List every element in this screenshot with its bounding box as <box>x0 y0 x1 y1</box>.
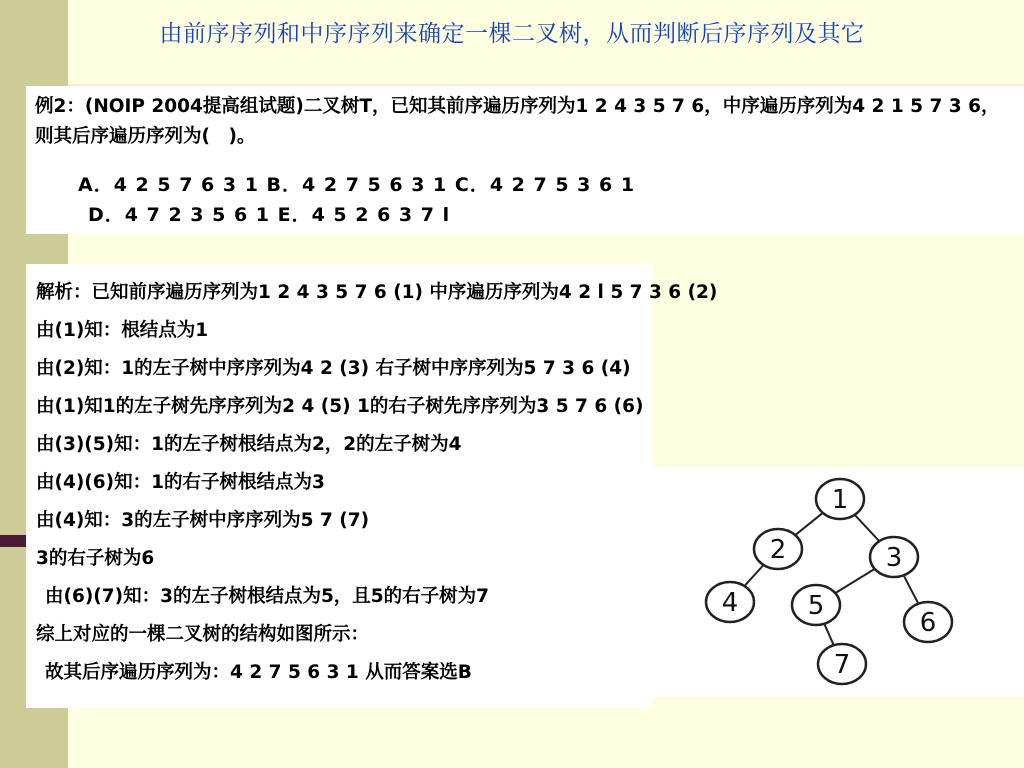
example-question: 例2：(NOIP 2004提高组试题)二叉树T，已知其前序遍历序列为1 2 4 3 5 7 6，中序遍历序列为4 2 1 5 7 3 6，则其后序遍历序列为( )。 <box>35 96 1000 147</box>
analysis-line: 由(4)知：3的左子树中序序列为5 7 (7) <box>36 510 370 531</box>
analysis-line: 由(6)(7)知：3的左子树根结点为5，且5的右子树为7 <box>45 586 490 607</box>
tree-edge-5-7 <box>824 623 834 645</box>
tree-node-label: 1 <box>831 485 849 515</box>
tree-node-label: 6 <box>919 608 937 638</box>
slide-title: 由前序序列和中序序列来确定一棵二叉树，从而判断后序序列及其它 <box>159 21 865 47</box>
tree-node-5 <box>792 585 840 625</box>
tree-node-1 <box>816 479 864 519</box>
analysis-line: 3的右子树为6 <box>36 548 155 569</box>
tree-node-2 <box>754 529 802 569</box>
tree-node-4 <box>706 582 754 622</box>
analysis-line: 由(1)知：根结点为1 <box>36 320 209 341</box>
tree-edge-1-2 <box>794 512 825 537</box>
binary-tree-diagram <box>650 467 1024 697</box>
analysis-line: 由(4)(6)知：1的右子树根结点为3 <box>36 472 325 493</box>
analysis-line: 故其后序遍历序列为：4 2 7 5 6 3 1 从而答案选B <box>45 662 472 683</box>
tree-node-3 <box>870 537 918 577</box>
tree-node-6 <box>904 602 952 642</box>
analysis-line: 综上对应的一棵二叉树的结构如图所示： <box>36 624 370 645</box>
tree-node-label: 4 <box>721 588 739 618</box>
tree-node-label: 2 <box>769 535 787 565</box>
analysis-lines <box>36 274 717 692</box>
analysis-line: 由(1)知1的左子树先序序列为2 4 (5) 1的右子树先序序列为3 5 7 6 (6) <box>36 396 644 417</box>
binary-tree-figure <box>650 467 1024 697</box>
options-line-2: D．4 7 2 3 5 6 1 E．4 5 2 6 3 7 l <box>88 204 451 226</box>
tree-node-label: 5 <box>807 591 825 621</box>
tree-edge-2-4 <box>743 564 764 587</box>
tree-edge-3-6 <box>903 575 918 605</box>
tree-edge-1-3 <box>854 514 881 543</box>
analysis-line: 由(3)(5)知：1的左子树根结点为2，2的左子树为4 <box>36 434 462 455</box>
analysis-line: 由(2)知：1的左子树中序序列为4 2 (3) 右子树中序序列为5 7 3 6 (4) <box>36 358 631 379</box>
tree-node-7 <box>818 644 866 684</box>
tree-node-label: 3 <box>885 543 903 573</box>
options-line-1: A．4 2 5 7 6 3 1 B．4 2 7 5 6 3 1 C．4 2 7 5 3 6 1 <box>78 174 636 196</box>
analysis-line: 解析：已知前序遍历序列为1 2 4 3 5 7 6 (1) 中序遍历序列为4 2 l 5 7 3 6 (2) <box>36 282 718 303</box>
tree-node-label: 7 <box>833 650 851 680</box>
tree-edge-3-5 <box>833 567 877 594</box>
